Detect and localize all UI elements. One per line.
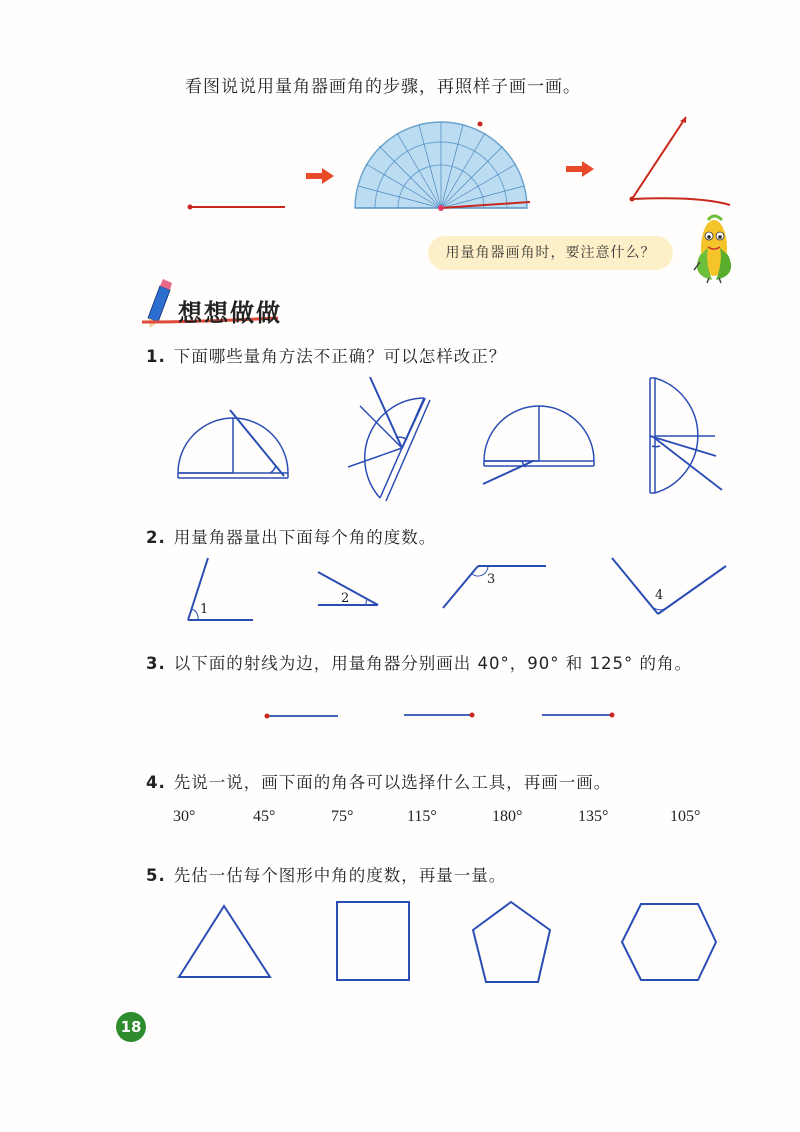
angle-label-4: 4 xyxy=(655,588,664,603)
q1-diagram-4 xyxy=(650,378,722,493)
q5-square xyxy=(337,902,409,980)
intro-text: 看图说说用量角器画角的步骤，再照样子画一画。 xyxy=(185,77,581,97)
degree-item: 45° xyxy=(253,808,276,825)
question-text: 用量角器量出下面每个角的度数。 xyxy=(173,528,437,547)
question-number: 2. xyxy=(146,528,166,547)
q5-hexagon xyxy=(622,904,716,980)
q2-angle-4 xyxy=(612,558,726,614)
arrow-1 xyxy=(306,168,334,184)
q5-pentagon xyxy=(473,902,550,982)
q3-ray-3 xyxy=(542,713,615,718)
degree-item: 105° xyxy=(670,808,701,825)
question-text: 先说一说，画下面的角各可以选择什么工具，再画一画。 xyxy=(173,773,612,792)
step-ray xyxy=(188,205,286,210)
degree-item: 30° xyxy=(173,808,196,825)
corn-mascot-icon xyxy=(694,216,731,283)
question-number: 1. xyxy=(146,347,166,366)
q5-triangle xyxy=(179,906,270,977)
angle-label-1: 1 xyxy=(200,602,209,617)
question-5 xyxy=(146,862,506,886)
question-number: 3. xyxy=(146,654,166,673)
q2-angle-1 xyxy=(188,558,253,620)
question-text: 下面哪些量角方法不正确？可以怎样改正？ xyxy=(173,347,507,366)
q3-ray-1 xyxy=(265,714,339,719)
question-number: 4. xyxy=(146,773,166,792)
angle-label-2: 2 xyxy=(341,591,350,606)
degree-item: 115° xyxy=(407,808,437,825)
q1-diagram-1 xyxy=(178,410,288,478)
question-text: 以下面的射线为边，用量角器分别画出 40°，90° 和 125° 的角。 xyxy=(173,654,692,673)
drawn-angle xyxy=(630,117,731,205)
degree-item: 75° xyxy=(331,808,354,825)
q1-diagram-2 xyxy=(348,377,430,501)
degree-item: 180° xyxy=(492,808,523,825)
hint-bubble: 用量角器画角时，要注意什么？ xyxy=(428,236,673,270)
question-1 xyxy=(146,343,506,367)
q3-ray-2 xyxy=(404,713,475,718)
degree-item: 135° xyxy=(578,808,609,825)
question-2 xyxy=(146,524,436,548)
arrow-2 xyxy=(566,161,594,177)
question-4 xyxy=(146,769,611,793)
question-text: 先估一估每个图形中角的度数，再量一量。 xyxy=(173,866,507,885)
q1-diagram-3 xyxy=(483,406,594,484)
angle-label-3: 3 xyxy=(487,572,496,587)
section-title: 想想做做 xyxy=(178,299,282,327)
protractor-illustration xyxy=(355,122,530,212)
page-number-badge: 18 xyxy=(116,1012,146,1042)
question-3 xyxy=(146,650,692,674)
question-number: 5. xyxy=(146,866,166,885)
